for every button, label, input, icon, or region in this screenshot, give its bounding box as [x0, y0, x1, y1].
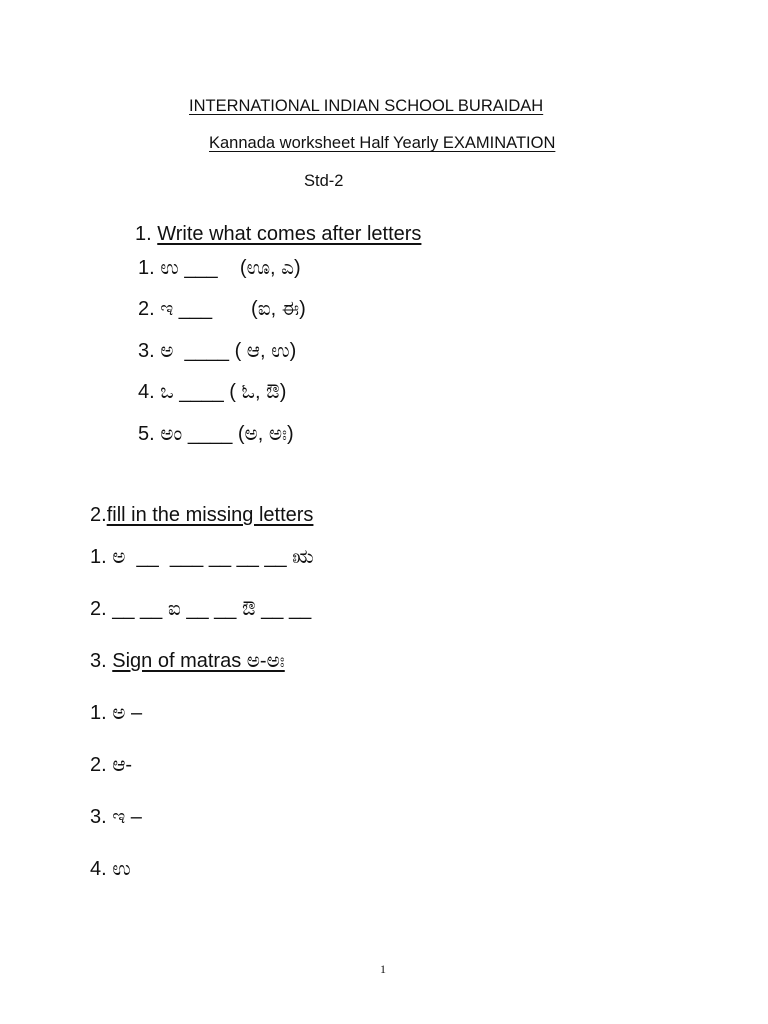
worksheet-title: Kannada worksheet Half Yearly EXAMINATION	[209, 134, 556, 152]
section3-heading	[90, 651, 285, 671]
section3-number: 3.	[90, 650, 113, 672]
section2-heading	[90, 505, 313, 525]
section3-item: 2. ಆ-	[90, 754, 133, 776]
section1-title: Write what comes after letters	[157, 223, 422, 245]
section1-item: 1. ಉ ___ (ಊ, ಎ)	[138, 257, 301, 279]
section1-item: 4. ಒ ____ ( ಓ, ಔ)	[138, 381, 287, 403]
section1-item: 5. ಅಂ ____ (ಅ, ಅಃ)	[138, 423, 294, 445]
section1-heading	[135, 224, 421, 244]
section1-item: 3. ಅ ____ ( ಆ, ಉ)	[138, 340, 297, 362]
section1-number: 1.	[135, 223, 158, 245]
section2-item: 2. __ __ ಐ __ __ ಔ __ __	[90, 598, 312, 620]
section3-item: 1. ಅ –	[90, 702, 143, 724]
grade-label: Std-2	[304, 172, 344, 190]
section3-title: Sign of matras ಅ-ಅಃ	[112, 650, 285, 672]
section3-item: 3. ಇ –	[90, 806, 142, 828]
section2-item: 1. ಅ __ ___ __ __ __ ಋ	[90, 546, 314, 568]
section1-item: 2. ಇ ___ (ಐ, ಈ)	[138, 298, 306, 320]
school-name: INTERNATIONAL INDIAN SCHOOL BURAIDAH	[189, 97, 544, 115]
section2-title: fill in the missing letters	[106, 504, 314, 526]
section3-item: 4. ಉ	[90, 858, 131, 880]
page-number: 1	[380, 962, 386, 976]
section2-number: 2.	[90, 504, 107, 526]
